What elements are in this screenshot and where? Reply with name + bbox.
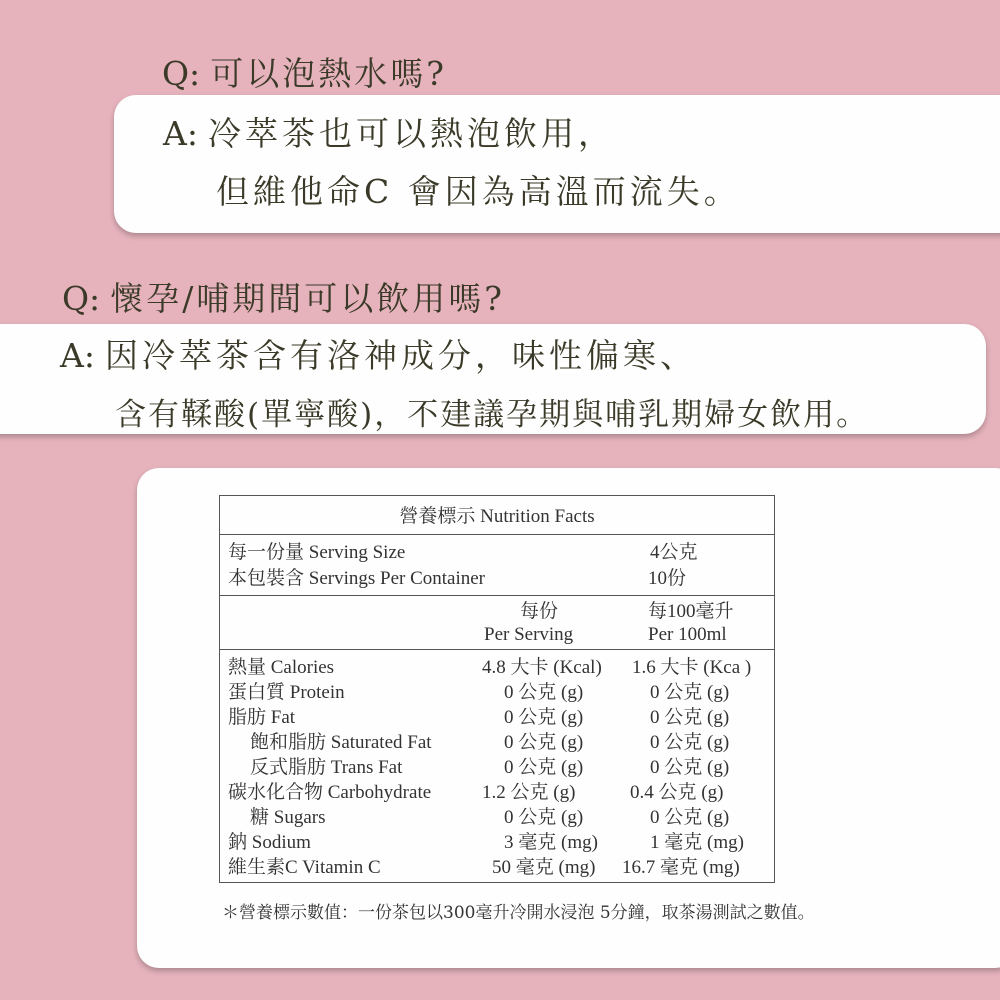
question-1-prefix: Q: — [162, 54, 201, 93]
answer-1-prefix: A: — [163, 114, 198, 153]
nutrient-label: 熱量 Calories — [228, 657, 335, 678]
nutrient-label: 碳水化合物 Carbohydrate — [228, 782, 432, 803]
nutrient-label: 蛋白質 Protein — [228, 682, 345, 703]
servings-per-container-label: 本包裝含 Servings Per Container — [228, 568, 486, 589]
answer-2-text-1: 因冷萃茶含有洛神成分，味性偏寒、 — [104, 336, 697, 375]
nutrition-footnote: ＊營養標示數值：一份茶包以300毫升冷開水浸泡 5分鐘，取茶湯測試之數值。 — [222, 903, 815, 923]
nutrient-per-100ml: 0 公克 (g) — [650, 807, 730, 828]
nutrient-per-serving: 4.8 大卡 (Kcal) — [482, 657, 602, 678]
nutrient-per-serving: 0 公克 (g) — [504, 682, 584, 703]
nutrition-title: 營養標示 Nutrition Facts — [399, 506, 595, 527]
question-2 — [62, 273, 505, 320]
nutrient-label: 維生素C Vitamin C — [228, 857, 381, 878]
nutrient-label: 飽和脂肪 Saturated Fat — [250, 732, 432, 753]
nutrient-per-100ml: 0 公克 (g) — [650, 682, 730, 703]
answer-2-prefix: A: — [60, 336, 95, 375]
nutrient-label: 脂肪 Fat — [228, 707, 296, 728]
answer-1-line-2: 但維他命C 會因為高溫而流失。 — [216, 172, 741, 211]
col-per-serving-en: Per Serving — [484, 624, 574, 645]
nutrient-per-100ml: 0 公克 (g) — [650, 707, 730, 728]
question-1-text: 可以泡熱水嗎? — [210, 54, 447, 93]
answer-2-line-1 — [60, 330, 697, 377]
nutrient-per-serving: 3 毫克 (mg) — [504, 832, 598, 853]
answer-2-line-2: 含有鞣酸(單寧酸)，不建議孕期與哺乳期婦女飲用。 — [115, 397, 870, 433]
col-per-100ml-en: Per 100ml — [648, 624, 727, 645]
nutrient-per-serving: 0 公克 (g) — [504, 707, 584, 728]
nutrient-label: 鈉 Sodium — [228, 832, 311, 853]
col-per-serving-zh: 每份 — [520, 601, 559, 622]
nutrient-per-100ml: 1.6 大卡 (Kca ) — [632, 657, 752, 678]
nutrient-per-serving: 0 公克 (g) — [504, 732, 584, 753]
serving-size-label: 每一份量 Serving Size — [228, 542, 406, 563]
question-2-prefix: Q: — [62, 279, 101, 318]
nutrient-per-100ml: 16.7 毫克 (mg) — [622, 857, 740, 878]
question-2-text: 懷孕/哺期間可以飲用嗎? — [110, 279, 505, 318]
nutrient-per-100ml: 0.4 公克 (g) — [630, 782, 724, 803]
nutrient-per-serving: 1.2 公克 (g) — [482, 782, 576, 803]
nutrient-per-serving: 0 公克 (g) — [504, 807, 584, 828]
nutrient-per-serving: 50 毫克 (mg) — [492, 857, 596, 878]
answer-1-line-1 — [163, 108, 615, 155]
nutrient-label: 反式脂肪 Trans Fat — [250, 757, 403, 778]
nutrient-per-100ml: 1 毫克 (mg) — [650, 832, 744, 853]
nutrition-table — [219, 495, 775, 883]
serving-size-value: 4公克 — [650, 542, 698, 563]
nutrient-per-serving: 0 公克 (g) — [504, 757, 584, 778]
nutrient-per-100ml: 0 公克 (g) — [650, 757, 730, 778]
nutrient-per-100ml: 0 公克 (g) — [650, 732, 730, 753]
question-1 — [162, 48, 447, 95]
nutrient-label: 糖 Sugars — [250, 807, 326, 828]
answer-1-text-1: 冷萃茶也可以熱泡飲用， — [207, 114, 615, 153]
servings-per-container-value: 10份 — [648, 568, 687, 589]
col-per-100ml-zh: 每100毫升 — [648, 601, 734, 622]
